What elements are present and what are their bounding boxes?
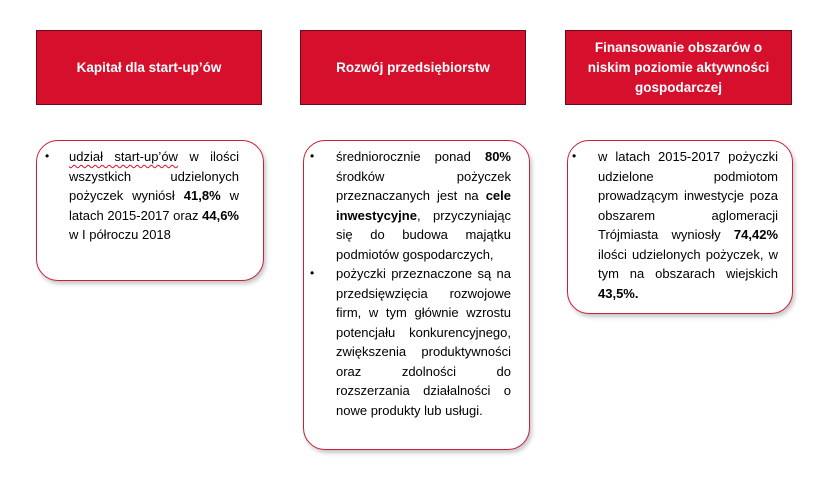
header-finansowanie-label: Finansowanie obszarów o niskim poziomie aktywności gospodarczej: [587, 39, 770, 95]
list-item: [37, 147, 263, 245]
value-highlight: 74,42%: [733, 227, 778, 242]
value-highlight: 43,5%.: [598, 285, 639, 301]
bullet-icon: •: [45, 149, 50, 163]
list-item: [304, 264, 529, 420]
header-kapital-label: Kapitał dla start-up’ów: [76, 59, 222, 75]
header-finansowanie: [565, 30, 792, 105]
card-rozwoj-list: [304, 141, 529, 420]
text-segment: środków pożyczek przeznaczanych jest na: [336, 168, 511, 203]
text-segment: ilości udzielonych pożyczek, w tym na obszarach wiejskich: [598, 246, 778, 281]
header-rozwoj: [300, 30, 526, 105]
card-kapital-list: [37, 141, 263, 245]
text-segment: w I półroczu 2018: [69, 227, 171, 242]
list-item: [304, 147, 529, 264]
card-finansowanie: [567, 140, 793, 314]
value-highlight: 44,6%: [202, 207, 239, 223]
value-highlight: 41,8%: [183, 188, 221, 203]
bullet-icon: •: [310, 266, 315, 280]
value-highlight: 80%: [484, 149, 511, 164]
text-segment: udział start-up’ów: [69, 149, 178, 164]
card-rozwoj: [303, 140, 530, 450]
text-segment: w ilości wszystkich udzielonych pożyczek wyniósł: [69, 149, 239, 203]
card-kapital: [36, 140, 264, 281]
card-finansowanie-list: [568, 141, 792, 303]
text-segment: , przyczyniając się do budowa majątku podmiotów gospodarczych,: [336, 207, 511, 262]
text-segment: średniorocznie ponad: [336, 149, 485, 164]
text-segment: w latach 2015-2017 pożyczki udzielone podmiotom prowadzącym inwestycje poza obszarem aglomeracji Trójmiasta wyniosły: [598, 149, 778, 242]
bullet-icon: •: [572, 149, 577, 163]
bullet-icon: •: [310, 149, 315, 163]
header-rozwoj-label: Rozwój przedsiębiorstw: [336, 59, 490, 75]
text-segment: w latach 2015-2017 oraz: [69, 188, 239, 223]
text-segment: pożyczki przeznaczone są na przedsięwzięcia rozwojowe firm, w tym głównie wzrostu potencjału konkurencyjnego, zwiększenia produktywności oraz zdolności do rozszerzania działalności o nowe produkty lub usługi.: [336, 266, 511, 418]
value-highlight: cele inwestycyjne: [336, 188, 511, 223]
header-kapital: [36, 30, 262, 105]
list-item: [568, 147, 792, 303]
